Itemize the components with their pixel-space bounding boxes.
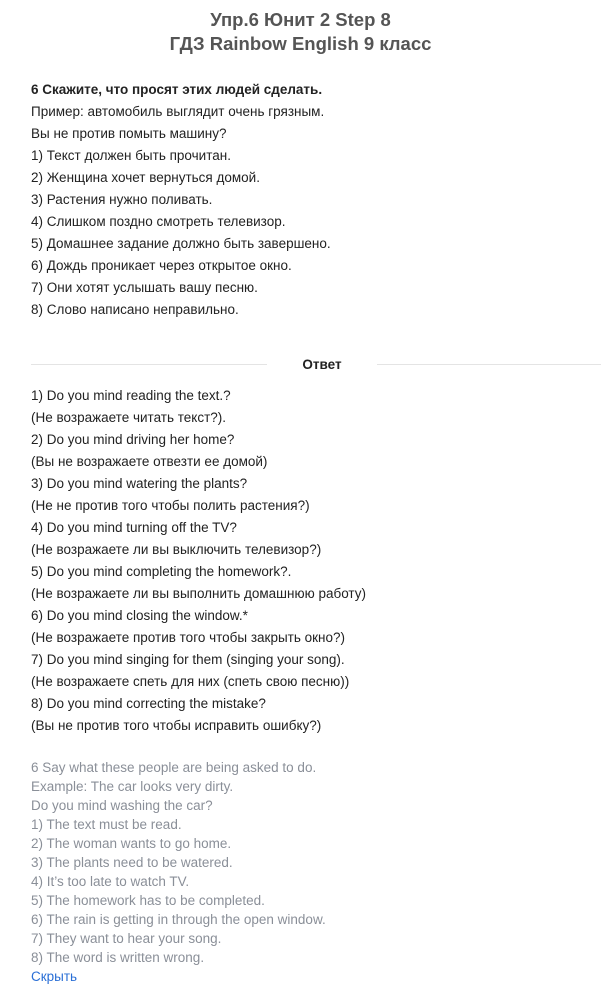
translation-line: 2) The woman wants to go home. <box>31 836 232 851</box>
task-line: 1) Текст должен быть прочитан. <box>31 148 231 163</box>
translation-line: 7) They want to hear your song. <box>31 931 222 946</box>
task-line: 8) Слово написано неправильно. <box>31 302 239 317</box>
answer-line: (Вы не против того чтобы исправить ошибку?) <box>31 718 322 733</box>
task-line: 2) Женщина хочет вернуться домой. <box>31 170 260 185</box>
translation-line: 4) It’s too late to watch TV. <box>31 874 190 889</box>
answer-line: 5) Do you mind completing the homework?. <box>31 564 292 579</box>
answer-line: 2) Do you mind driving her home? <box>31 432 235 447</box>
hide-translation-link[interactable]: Скрыть <box>31 969 78 984</box>
task-block <box>31 79 591 321</box>
answer-line: (Не возражаете ли вы выполнить домашнюю работу) <box>31 586 367 601</box>
task-line: Вы не против помыть машину? <box>31 126 227 141</box>
translation-line: 1) The text must be read. <box>31 817 182 832</box>
task-line: 3) Растения нужно поливать. <box>31 192 213 207</box>
task-line: 4) Слишком поздно смотреть телевизор. <box>31 214 286 229</box>
task-line: 7) Они хотят услышать вашу песню. <box>31 280 258 295</box>
answer-line: (Не не против того чтобы полить растения?) <box>31 498 310 513</box>
task-heading: 6 Скажите, что просят этих людей сделать. <box>31 82 323 97</box>
task-line: 6) Дождь проникает через открытое окно. <box>31 258 292 273</box>
task-line: 5) Домашнее задание должно быть завершено. <box>31 236 331 251</box>
translation-line: Example: The car looks very dirty. <box>31 779 234 794</box>
task-line: Пример: автомобиль выглядит очень грязным. <box>31 104 325 119</box>
answer-heading: Ответ <box>302 357 342 372</box>
answer-line: (Не возражаете против того чтобы закрыть окно?) <box>31 630 346 645</box>
answer-line: (Вы не возражаете отвезти ее домой) <box>31 454 268 469</box>
translation-block <box>31 758 591 986</box>
translation-line: 6) The rain is getting in through the open window. <box>31 912 326 927</box>
answer-line: 6) Do you mind closing the window.* <box>31 608 248 623</box>
translation-line: 3) The plants need to be watered. <box>31 855 233 870</box>
translation-line: 8) The word is written wrong. <box>31 950 205 965</box>
answer-line: (Не возражаете спеть для них (спеть свою песню)) <box>31 674 350 689</box>
translation-line: 5) The homework has to be completed. <box>31 893 265 908</box>
answer-line: 4) Do you mind turning off the TV? <box>31 520 237 535</box>
answer-line: (Не возражаете читать текст?). <box>31 410 227 425</box>
answer-block <box>31 385 596 737</box>
answer-line: 1) Do you mind reading the text.? <box>31 388 231 403</box>
answer-line: 8) Do you mind correcting the mistake? <box>31 696 266 711</box>
translation-line: 6 Say what these people are being asked to do. <box>31 760 317 775</box>
translation-line: Do you mind washing the car? <box>31 798 213 813</box>
page-subtitle: ГДЗ Rainbow English 9 класс <box>169 33 432 54</box>
divider-line-left <box>31 364 267 365</box>
answer-line: (Не возражаете ли вы выключить телевизор?) <box>31 542 322 557</box>
answer-divider <box>31 354 601 376</box>
divider-line-right <box>377 364 601 365</box>
page-title: Упр.6 Юнит 2 Step 8 <box>210 9 391 30</box>
answer-line: 7) Do you mind singing for them (singing your song). <box>31 652 345 667</box>
answer-line: 3) Do you mind watering the plants? <box>31 476 248 491</box>
